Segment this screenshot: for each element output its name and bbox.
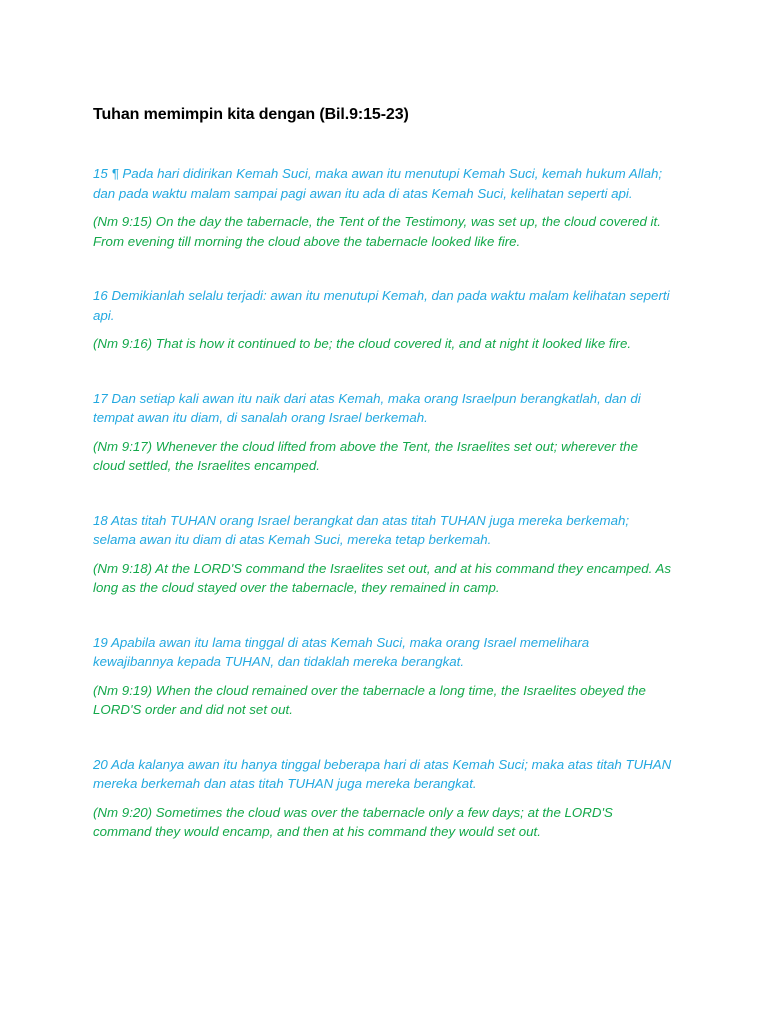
verse-english-text: (Nm 9:17) Whenever the cloud lifted from above the Tent, the Israelites set out; wherever the cloud settled, the Israelites encamped.	[93, 438, 638, 473]
verse-list	[93, 164, 673, 842]
verse-english-text: (Nm 9:18) At the LORD'S command the Israelites set out, and at his command they encamped. As long as the cloud stayed over the tabernacle, they remained in camp.	[93, 560, 672, 595]
verse-block	[93, 389, 673, 476]
verse-block	[93, 164, 673, 251]
verse-block	[93, 755, 673, 842]
verse-indonesian-text: 19 Apabila awan itu lama tinggal di atas Kemah Suci, maka orang Israel memelihara kewajibannya kepada TUHAN, dan tidaklah mereka berangkat.	[93, 634, 590, 669]
verse-indonesian-text: 17 Dan setiap kali awan itu naik dari atas Kemah, maka orang Israelpun berangkatlah, dan di tempat awan itu diam, di sanalah orang Israel berkemah.	[93, 390, 641, 425]
verse-block	[93, 286, 673, 354]
verse-indonesian-text: 15 ¶ Pada hari didirikan Kemah Suci, maka awan itu menutupi Kemah Suci, kemah hukum Allah; dan pada waktu malam sampai pagi awan itu ada di atas Kemah Suci, kelihatan seperti api.	[93, 166, 663, 201]
verse-english-text: (Nm 9:15) On the day the tabernacle, the Tent of the Testimony, was set up, the cloud covered it. From evening till morning the cloud above the tabernacle looked like fire.	[93, 214, 661, 249]
document-page	[93, 104, 673, 877]
verse-indonesian-text: 16 Demikianlah selalu terjadi: awan itu menutupi Kemah, dan pada waktu malam kelihatan seperti api.	[93, 288, 670, 323]
verse-indonesian-text: 18 Atas titah TUHAN orang Israel berangkat dan atas titah TUHAN juga mereka berkemah; selama awan itu diam di atas Kemah Suci, mereka tetap berkemah.	[93, 512, 630, 547]
verse-block	[93, 511, 673, 598]
document-title: Tuhan memimpin kita dengan (Bil.9:15-23)	[93, 106, 409, 123]
verse-english-text: (Nm 9:19) When the cloud remained over the tabernacle a long time, the Israelites obeyed the LORD'S order and did not set out.	[93, 682, 646, 717]
verse-english-text: (Nm 9:16) That is how it continued to be; the cloud covered it, and at night it looked like fire.	[93, 336, 632, 351]
verse-english-text: (Nm 9:20) Sometimes the cloud was over the tabernacle only a few days; at the LORD'S command they would encamp, and then at his command they would set out.	[93, 804, 613, 839]
verse-indonesian-text: 20 Ada kalanya awan itu hanya tinggal beberapa hari di atas Kemah Suci; maka atas titah TUHAN mereka berkemah dan atas titah TUHAN juga mereka berangkat.	[93, 756, 672, 791]
verse-block	[93, 633, 673, 720]
